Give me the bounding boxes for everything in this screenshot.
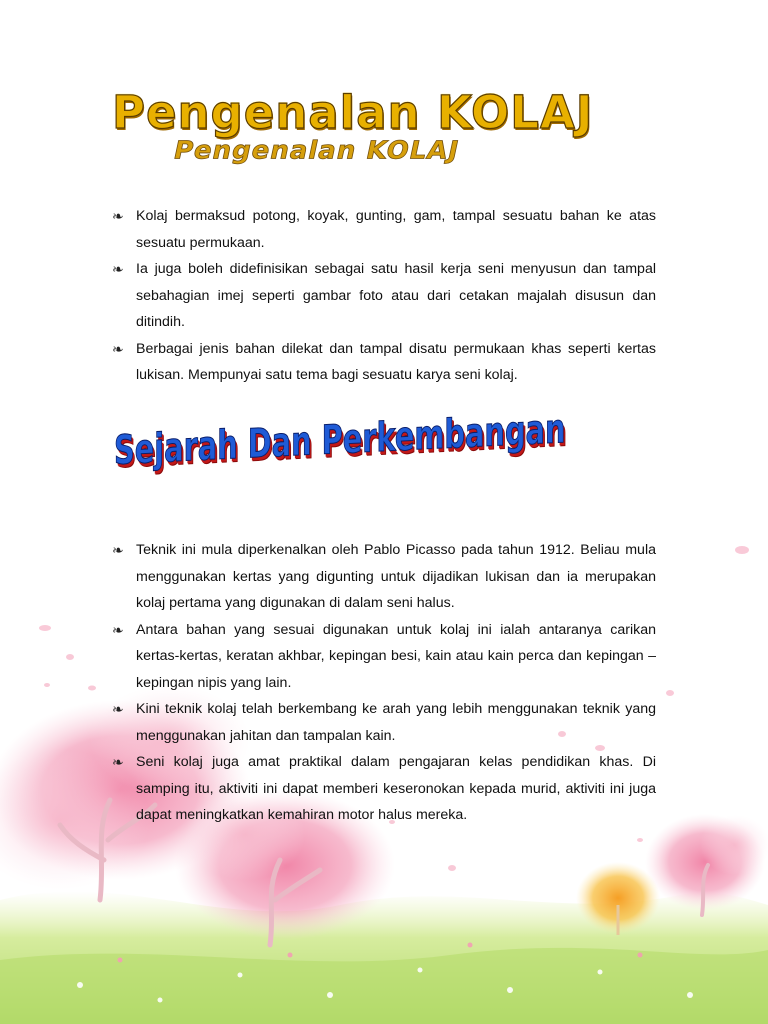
introduction-list [108,203,656,389]
page-title [112,86,672,176]
list-item: ❧ Teknik ini mula diperkenalkan oleh Pablo Picasso pada tahun 1912. Beliau mula menggunakan kertas yang digunting untuk dijadikan lukisan dan ia merupakan kolaj pertama yang digunakan di dalam seni halus. [108,537,656,617]
list-item: ❧ Kolaj bermaksud potong, koyak, gunting, gam, tampal sesuatu bahan ke atas sesuatu permukaan. [108,203,656,256]
section-heading-wordart: Sejarah Dan Perkembangan [114,406,566,474]
bullet-icon: ❧ [112,754,124,770]
list-item: ❧ Berbagai jenis bahan dilekat dan tampal disatu permukaan khas seperti kertas lukisan. Mempunyai satu tema bagi sesuatu karya seni kolaj. [108,336,656,389]
bullet-icon: ❧ [112,208,124,224]
bullet-icon: ❧ [112,340,124,357]
list-item: ❧ Antara bahan yang sesuai digunakan untuk kolaj ini ialah antaranya carikan kertas-kertas, keratan akhbar, kepingan besi, kain atau kain perca dan kepingan – kepingan nipis yang lain. [108,617,656,697]
history-list [108,537,656,829]
list-item: ❧ Kini teknik kolaj telah berkembang ke arah yang lebih menggunakan teknik yang menggunakan jahitan dan tampalan kain. [108,696,656,749]
bullet-icon: ❧ [112,261,124,277]
list-item: ❧ Seni kolaj juga amat praktikal dalam pengajaran kelas pendidikan khas. Di samping itu, aktiviti ini dapat memberi keseronokan kepada murid, aktiviti ini juga dapat meningkatkan kemahiran motor halus mereka. [108,749,656,829]
list-item: ❧ Ia juga boleh didefinisikan sebagai satu hasil kerja seni menyusun dan tampal sebahagian imej seperti gambar foto atau dari cetakan majalah disusun dan ditindih. [108,256,656,336]
bullet-icon: ❧ [112,621,124,638]
title-wordart-reflection: Pengenalan KOLAJ [170,136,462,166]
bullet-icon: ❧ [112,542,124,558]
title-wordart: Pengenalan KOLAJ [112,86,594,139]
section-heading [114,406,634,508]
bullet-icon: ❧ [112,701,124,717]
